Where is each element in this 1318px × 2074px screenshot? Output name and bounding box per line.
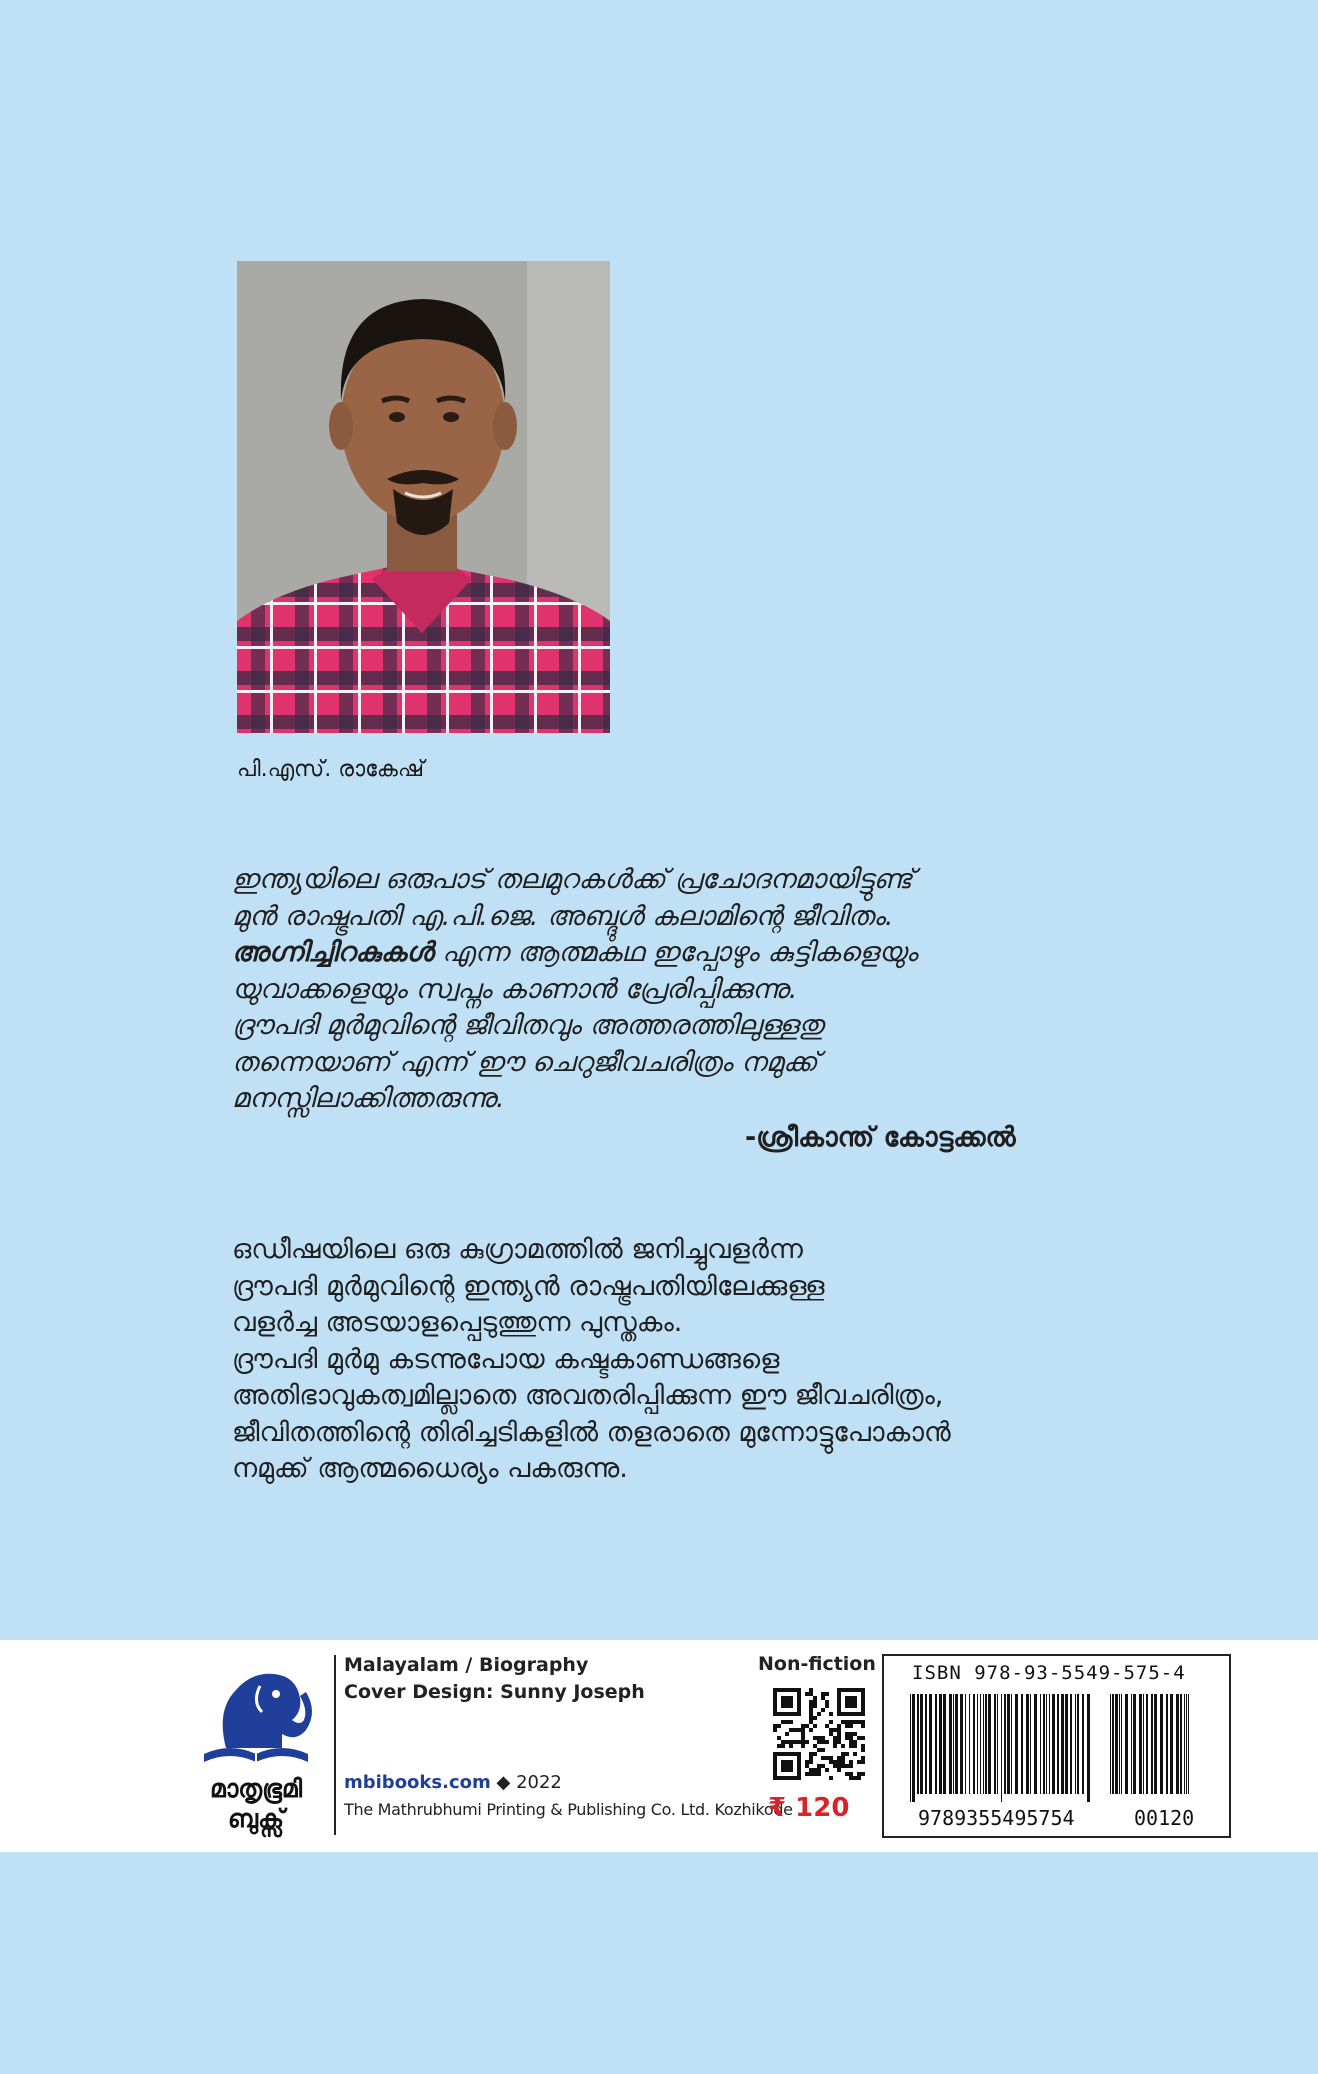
- book-blurb: [232, 1232, 1112, 1488]
- publisher-logo: [196, 1650, 316, 1850]
- blurb-line: ദ്രൗപദി മുർമു കടന്നുപോയ കഷ്ടകാണ്ഡങ്ങളെ: [232, 1343, 780, 1375]
- quote-line: തന്നെയാണ് എന്ന് ഈ ചെറുജീവചരിത്രം നമുക്ക്: [232, 1046, 818, 1078]
- publisher-strip: [0, 1640, 1318, 1852]
- blurb-line: നമുക്ക് ആത്മധൈര്യം പകരുന്നു.: [232, 1453, 628, 1484]
- author-portrait-image: [237, 261, 610, 733]
- blurb-line: ജീവിതത്തിന്റെ തിരിച്ചടികളിൽ തളരാതെ മുന്നോട്ടുപോകാൻ: [232, 1416, 951, 1448]
- quote-line: ഇന്ത്യയിലെ ഒരുപാട് തലമുറകൾക്ക് പ്രചോദനമായിട്ടുണ്ട്: [232, 864, 913, 895]
- blurb-line: ദ്രൗപദി മുർമുവിന്റെ ഇന്ത്യൻ രാഷ്ട്രപതിയിലേക്കുള്ള: [232, 1270, 825, 1302]
- blurb-line: അതിഭാവുകത്വമില്ലാതെ അവതരിപ്പിക്കുന്ന ഈ ജീവചരിത്രം,: [232, 1380, 944, 1411]
- publisher-logo-text: മാതൃഭൂമി ബുക്സ്: [209, 1774, 303, 1833]
- isbn-barcode: [882, 1654, 1231, 1838]
- category-label: Malayalam / Biography: [344, 1654, 589, 1676]
- quote-line: ദ്രൗപദി മുർമുവിന്റെ ജീവിതവും അത്തരത്തിലുള്ളതു: [232, 1010, 824, 1041]
- genre-label: Non-fiction: [758, 1653, 876, 1675]
- cover-design-credit: Cover Design: Sunny Joseph: [344, 1681, 645, 1703]
- divider: [334, 1655, 336, 1835]
- author-caption: പി.എസ്. രാകേഷ്: [237, 757, 424, 782]
- barcode-icon: [910, 1694, 1210, 1806]
- author-photo: [237, 261, 610, 733]
- quote-line: യുവാക്കളെയും സ്വപ്നം കാണാൻ പ്രേരിപ്പിക്കുന്നു.: [232, 973, 798, 1005]
- qr-code[interactable]: [773, 1688, 865, 1780]
- publisher-website-line: [344, 1772, 562, 1793]
- quote-line: മനസ്സിലാക്കിത്തരുന്നു.: [232, 1083, 505, 1114]
- isbn-text: ISBN 978-93-5549-575-4: [912, 1662, 1186, 1684]
- elephant-book-icon: [196, 1650, 316, 1772]
- blurb-line: ഒഡീഷയിലെ ഒരു കുഗ്രാമത്തിൽ ജനിച്ചുവളർന്ന: [232, 1234, 803, 1265]
- blurb-line: വളർച്ച അടയാളപ്പെടുത്തുന്ന പുസ്തകം.: [232, 1307, 683, 1338]
- quote-line: അഗ്നിച്ചിറകുകൾ എന്ന ആത്മകഥ ഇപ്പോഴും കുട്ടികളെയും: [232, 937, 918, 968]
- barcode-addon-number: 00120: [1134, 1806, 1195, 1830]
- quote-block: [232, 862, 1092, 1118]
- barcode-number: 9789355495754: [918, 1806, 1075, 1830]
- price-label: ₹ 120: [768, 1793, 850, 1823]
- qr-code-icon: [773, 1688, 865, 1780]
- book-meta: [344, 1652, 645, 1706]
- website-link[interactable]: mbibooks.com: [344, 1772, 491, 1793]
- separator-diamond: ◆: [496, 1772, 511, 1793]
- publication-year: 2022: [516, 1772, 562, 1793]
- book-title-emphasis: അഗ്നിച്ചിറകുകൾ: [232, 937, 434, 968]
- publisher-name: The Mathrubhumi Printing & Publishing Co. Ltd. Kozhikode: [344, 1800, 793, 1819]
- quote-line: മുൻ രാഷ്ട്രപതി എ.പി.ജെ. അബ്ദുൾ കലാമിന്റെ ജീവിതം.: [232, 900, 894, 932]
- quote-attribution: -ശ്രീകാന്ത് കോട്ടക്കൽ: [745, 1122, 1016, 1153]
